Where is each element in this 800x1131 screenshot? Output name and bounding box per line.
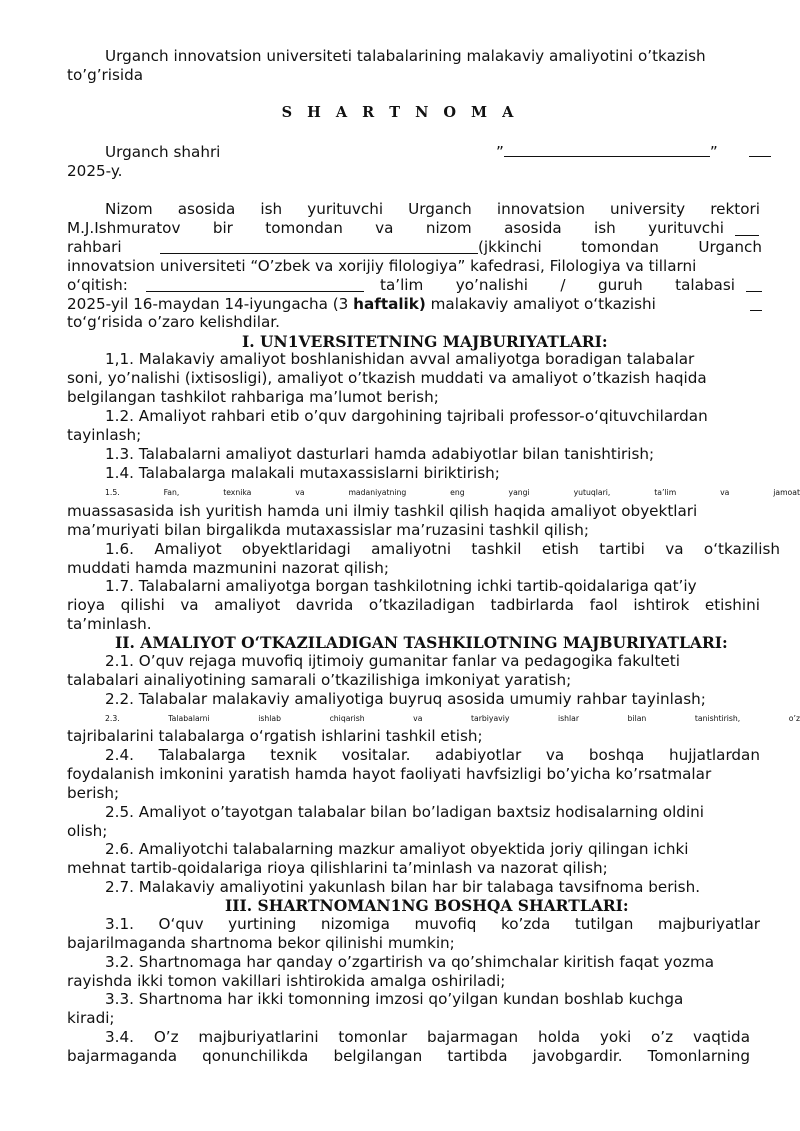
section-2-heading: II. AMALIYOT O‘TKAZILADIGAN TASHKILOTNING MAJBURIYATLARI: [115,633,728,652]
practice-text: malakaviy amaliyot o‘tkazishi [430,295,656,313]
s3-line: 3.3. Shartnoma har ikki tomonning imzosi qo’yilgan kundan boshlab kuchga [105,990,684,1008]
s1-line: muassasasida ish yuritish hamda uni ilmiy tashkil qilish haqida amaliyot obyektlari [67,502,698,520]
s3-line: rayishda ikki tomon vakillari ishtirokida amalga oshiriladi; [67,972,506,990]
s1-line: ma’muriyati bilan birgalikda mutaxassislar ma’ruzasini tashkil qilish; [67,521,589,539]
s1-line: 1.5. Fan, texnika va madaniyatning eng yangi yutuqlari, ta’lim va jamoat [105,488,800,497]
s2-line: talabalari ainaliyotining samarali o’tkazilishiga imkoniyat yaratish; [67,671,572,689]
s1-line: tayinlash; [67,426,142,444]
s3-line: kiradi; [67,1009,115,1027]
date-year: 2025-y. [67,162,123,180]
quote-close: ” [709,143,718,161]
preamble-line-6 [67,295,747,314]
document-title: S H A R T N O M A [281,104,519,121]
s2-line: 2.6. Amaliyotchi talabalarning mazkur amaliyot obyektida joriy qilingan ichki [105,840,689,858]
s2-line: 2.1. O’quv rejaga muvofiq ijtimoiy gumanitar fanlar va pedagogika fakulteti [105,652,680,670]
s3-line: bajarilmaganda shartnoma bekor qilinishi mumkin; [67,934,455,952]
s1-line: 1.7. Talabalarni amaliyotga borgan tashkilotning ichki tartib-qoidalariga qat’iy [105,577,697,595]
s2-line: berish; [67,784,120,802]
s3-line: 3.1. O‘quv yurtining nizomiga muvofiq ko’zda tutilgan majburiyatlar [105,915,760,933]
s3-line: 3.4. O’z majburiyatlarini tomonlar bajarmagan holda yoki o’z vaqtida [105,1028,750,1046]
city-name: Urganch shahri [105,143,221,161]
quote-open: ” [496,143,504,161]
preamble-line-1: Nizom asosida ish yurituvchi Urganch innovatsion university rektori [105,200,760,218]
s1-line: rioya qilishi va amaliyot davrida o’tkaziladigan tadbirlarda faol ishtirok etishini [67,596,760,614]
period-text: 2025-yil 16-maydan 14-iyungacha (3 [67,295,349,313]
s1-line: ta’minlash. [67,615,152,633]
s1-line: 1,1. Malakaviy amaliyot boshlanishidan avval amaliyotga boradigan talabalar [105,350,695,368]
preamble-line-7: to‘g‘risida o’zaro kelishdilar. [67,313,280,331]
end-blank [750,297,762,311]
period-weeks: haftalik) [353,295,426,313]
s1-line: 1.6. Amaliyot obyektlaridagi amaliyotni tashkil etish tartibi va o‘tkazilish [105,540,780,558]
s2-line: 2.5. Amaliyot o’tayotgan talabalar bilan bo’ladigan baxtsiz hodisalarning oldini [105,803,705,821]
s1-line: 1.4. Talabalarga malakali mutaxassislarni biriktirish; [105,464,500,482]
s2-line: tajribalarini talabalarga o‘rgatish ishlarini tashkil etish; [67,727,483,745]
preamble-line-5b: ta’lim yo’nalishi / guruh talabasi [380,276,735,294]
section-3-heading: III. SHARTNOMAN1NG BOSHQA SHARTLARI: [225,896,629,915]
preamble-line-3a: rahbari [67,238,122,256]
s2-line: mehnat tartib-qoidalariga rioya qilishlarini ta’minlash va nazorat qilish; [67,859,608,877]
s2-line: 2.7. Malakaviy amaliyotini yakunlash bilan har bir talabaga tavsifnoma berish. [105,878,701,896]
intro-line-2: to’g’risida [67,66,144,84]
s1-line: muddati hamda mazmunini nazorat qilish; [67,559,390,577]
date-blank [504,143,710,157]
section-1-heading: I. UN1VERSITETNING MAJBURIYATLARI: [242,332,608,351]
specialty-blank [146,278,364,292]
s1-line: 1.3. Talabalarni amaliyot dasturlari hamda adabiyotlar bilan tanishtirish; [105,445,655,463]
s2-line: olish; [67,822,108,840]
s2-line: 2.4. Talabalarga texnik vositalar. adabiyotlar va boshqa hujjatlardan [105,746,760,764]
intro-line-1: Urganch innovatsion universiteti talabalarining malakaviy amaliyotini o’tkazish [105,47,706,65]
student-blank [746,278,762,292]
preamble-line-5a: o‘qitish: [67,276,128,294]
preamble-blank-1 [735,222,759,236]
s3-line: 3.2. Shartnomaga har qanday o’zgartirish va qo’shimchalar kiritish faqat yozma [105,953,715,971]
date-field [496,143,771,162]
preamble-line-4: innovatsion universiteti “O’zbek va xorijiy filologiya” kafedrasi, Filologiya va tillarni [67,257,697,275]
preamble-line-2-text: M.J.Ishmuratov bir tomondan va nizom asosida ish yurituvchi [67,219,724,237]
supervisor-name-blank [160,240,478,254]
s1-line: 1.2. Amaliyot rahbari etib o’quv dargohining tajribali professor-o‘qituvchilardan [105,407,708,425]
s2-line: 2.3. Talabalarni ishlab chiqarish va tarbiyaviy ishlar bilan tanishtirish, o’z [105,714,800,723]
s1-line: belgilangan tashkilot rahbariga ma’lumot berish; [67,388,439,406]
day-blank [749,143,771,157]
s2-line: foydalanish imkonini yaratish hamda hayot faoliyati havfsizligi bo’yicha ko’rsatmalar [67,765,712,783]
s2-line: 2.2. Talabalar malakaviy amaliyotiga buyruq asosida umumiy rahbar tayinlash; [105,690,706,708]
s1-line: soni, yo’nalishi (ixtisosligi), amaliyot o’tkazish muddati va amaliyot o’tkazish haqida [67,369,707,387]
s3-line: bajarmaganda qonunchilikda belgilangan tartibda javobgardir. Tomonlarning [67,1047,750,1065]
preamble-line-3b: (jkkinchi tomondan Urganch [478,238,762,256]
